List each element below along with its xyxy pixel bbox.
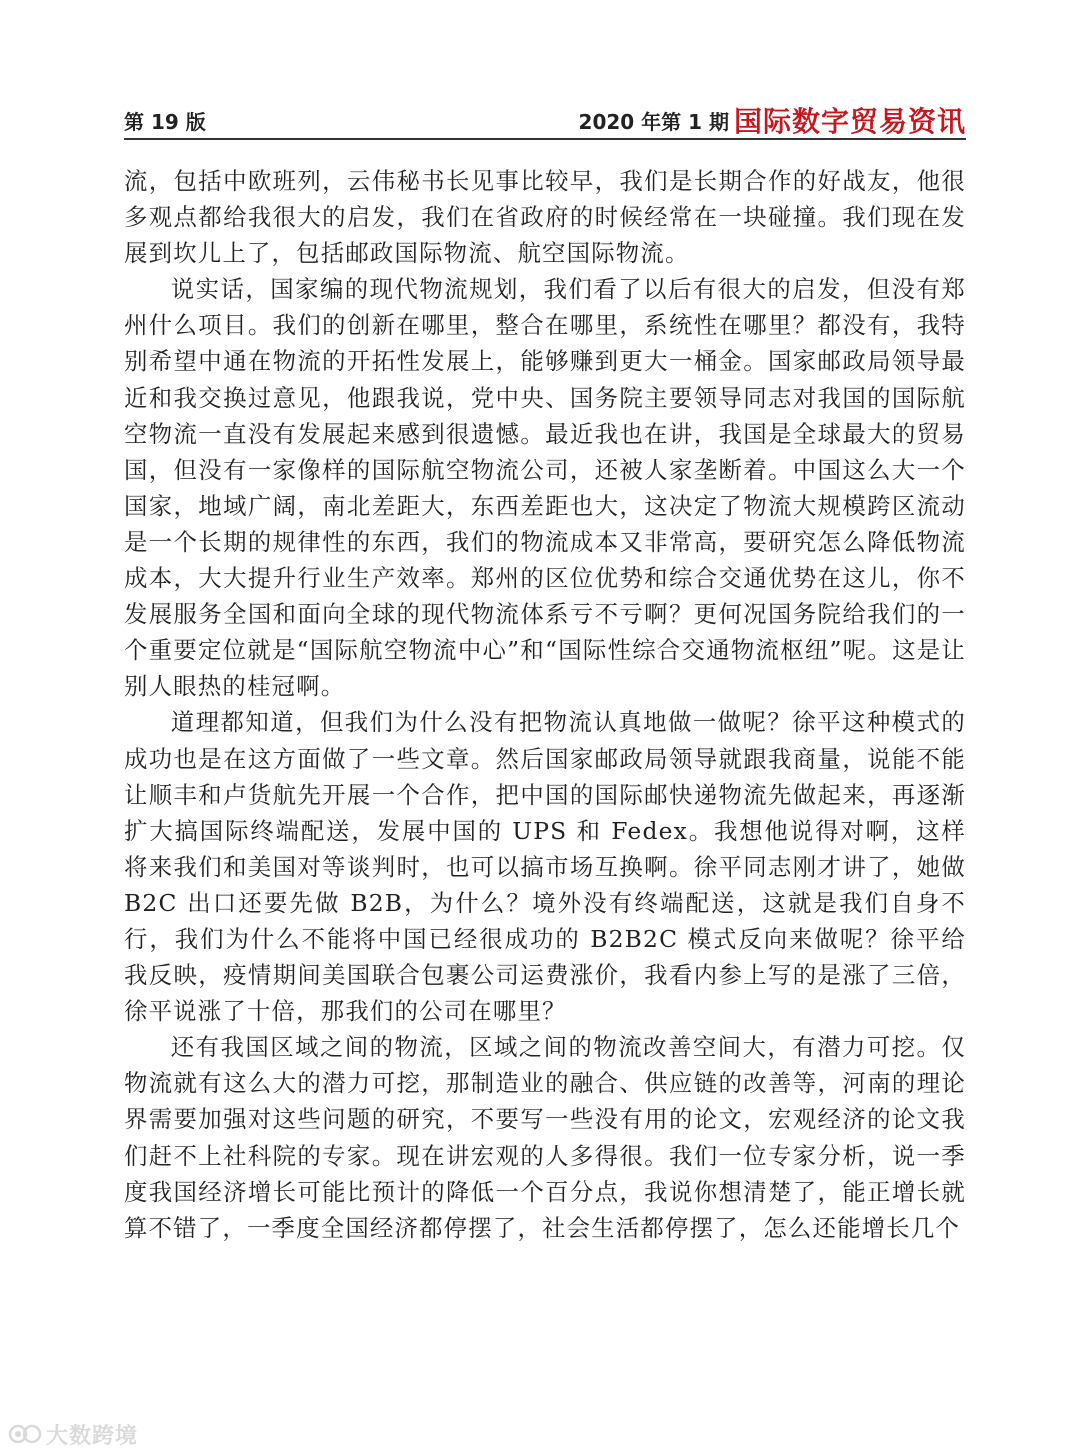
paragraph: 说实话，国家编的现代物流规划，我们看了以后有很大的启发，但没有郑州什么项目。我们的创新在哪里，整合在哪里，系统性在哪里？都没有，我特别希望中通在物流的开拓性发展上，能够赚到更大一桶金。国家邮政局领导最近和我交换过意见，他跟我说，党中央、国务院主要领导同志对我国的国际航空物流一直没有发展起来感到很遗憾。最近我也在讲，我国是全球最大的贸易国，但没有一家像样的国际航空物流公司，还被人家垄断着。中国这么大一个国家，地域广阔，南北差距大，东西差距也大，这决定了物流大规模跨区流动是一个长期的规律性的东西，我们的物流成本又非常高，要研究怎么降低物流成本，大大提升行业生产效率。郑州的区位优势和综合交通优势在这儿，你不发展服务全国和面向全球的现代物流体系亏不亏啊？更何况国务院给我们的一个重要定位就是“国际航空物流中心”和“国际性综合交通物流枢纽”呢。这是让别人眼热的桂冠啊。 xyxy=(124,275,966,701)
paragraph-continued: 流，包括中欧班列，云伟秘书长见事比较早，我们是长期合作的好战友，他很多观点都给我很大的启发，我们在省政府的时候经常在一块碰撞。我们现在发展到坎儿上了，包括邮政国际物流、航空国际物流。 xyxy=(124,167,966,268)
page-header xyxy=(124,100,966,138)
watermark-label: 大数跨境 xyxy=(46,1423,139,1449)
header-rule xyxy=(124,138,966,140)
dashu-logo-icon xyxy=(8,1421,42,1447)
issue-info: 2020 年第 1 期 xyxy=(578,110,729,134)
page-number: 第 19 版 xyxy=(124,110,206,134)
article-body xyxy=(124,163,966,1246)
watermark xyxy=(8,1419,138,1449)
publication-name: 国际数字贸易资讯 xyxy=(733,105,966,138)
paragraph: 还有我国区域之间的物流，区域之间的物流改善空间大，有潜力可挖。仅物流就有这么大的潜力可挖，那制造业的融合、供应链的改善等，河南的理论界需要加强对这些问题的研究，不要写一些没有用的论文，宏观经济的论文我们赶不上社科院的专家。现在讲宏观的人多得很。我们一位专家分析，说一季度我国经济增长可能比预计的降低一个百分点，我说你想清楚了，能正增长就算不错了，一季度全国经济都停摆了，社会生活都停摆了，怎么还能增长几个 xyxy=(124,1033,966,1242)
paragraph: 道理都知道，但我们为什么没有把物流认真地做一做呢？徐平这种模式的成功也是在这方面做了一些文章。然后国家邮政局领导就跟我商量，说能不能让顺丰和卢货航先开展一个合作，把中国的国际邮快递物流先做起来，再逐渐扩大搞国际终端配送，发展中国的 UPS 和 Fedex。我想他说得对啊，这样将来我们和美国对等谈判时，也可以搞市场互换啊。徐平同志刚才讲了，她做 B2C 出口还要先做 B2B，为什么？境外没有终端配送，这就是我们自身不行，我们为什么不能将中国已经很成功的 B2B2C 模式反向来做呢？徐平给我反映，疫情期间美国联合包裹公司运费涨价，我看内参上写的是涨了三倍，徐平说涨了十倍，那我们的公司在哪里？ xyxy=(124,708,966,1026)
